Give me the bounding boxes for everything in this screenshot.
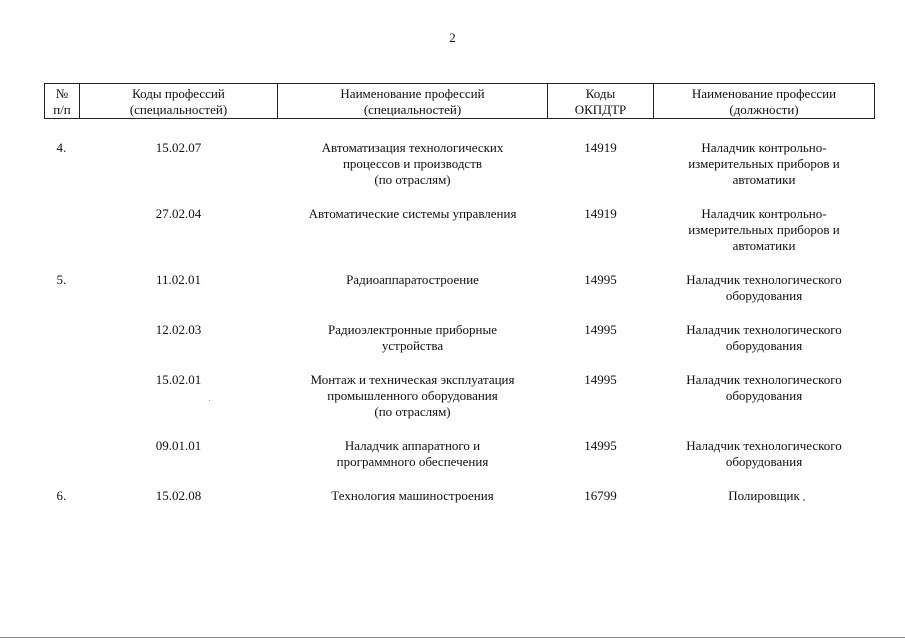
position-name [654, 188, 875, 254]
position-line: Наладчик технологического [686, 322, 842, 337]
position-line: измерительных приборов и [688, 222, 840, 237]
profession-code: 09.01.01 [155, 438, 202, 453]
name-line: (по отраслям) [374, 172, 451, 187]
header-num [45, 84, 80, 119]
position-name [654, 254, 875, 304]
header-line: (должности) [729, 101, 799, 117]
header-okpdtr-codes [548, 84, 654, 119]
row-number [45, 420, 80, 470]
okpdtr-code: 14995 [584, 272, 617, 287]
header-profession-codes [80, 84, 278, 119]
position-line: Наладчик технологического [686, 438, 842, 453]
page-number: 2 [449, 30, 456, 45]
profession-name [278, 304, 548, 354]
okpdtr-code: 14995 [584, 322, 617, 337]
position-line: оборудования [725, 338, 803, 353]
header-line: Коды [585, 85, 616, 101]
position-line: Наладчик технологического [686, 372, 842, 387]
position-line: Полировщик [728, 488, 800, 503]
okpdtr-code: 14995 [584, 372, 617, 387]
table-row [45, 254, 875, 304]
table-row [45, 420, 875, 470]
scan-edge-line [0, 637, 905, 638]
profession-name [278, 254, 548, 304]
scan-speck [209, 400, 210, 401]
name-line: устройства [381, 338, 444, 353]
profession-name [278, 470, 548, 504]
position-name [654, 304, 875, 354]
header-line: № [55, 85, 69, 101]
name-line: (по отраслям) [374, 404, 451, 419]
position-line: оборудования [725, 388, 803, 403]
profession-name [278, 188, 548, 254]
scan-speck [803, 499, 805, 501]
table-row [45, 470, 875, 504]
header-line: Наименование профессии [691, 85, 837, 101]
profession-code: 27.02.04 [155, 206, 202, 221]
header-line: п/п [53, 101, 71, 117]
row-number [45, 188, 80, 254]
table-header [45, 84, 875, 119]
table-row [45, 119, 875, 189]
header-line: ОКПДТР [574, 101, 627, 117]
profession-code: 11.02.01 [155, 272, 202, 287]
header-position-name [654, 84, 875, 119]
name-line: Наладчик аппаратного и [344, 438, 481, 453]
name-line: Автоматизация технологических [321, 140, 504, 155]
position-line: оборудования [725, 454, 803, 469]
header-profession-names [278, 84, 548, 119]
name-line: Автоматические системы управления [308, 206, 517, 221]
profession-name [278, 119, 548, 189]
okpdtr-code: 16799 [584, 488, 617, 503]
position-name [654, 354, 875, 420]
position-line: измерительных приборов и [688, 156, 840, 171]
position-name [654, 470, 875, 504]
position-line: автоматики [732, 172, 796, 187]
okpdtr-code: 14919 [584, 206, 617, 221]
header-line: Наименование профессий [340, 85, 485, 101]
okpdtr-code: 14995 [584, 438, 617, 453]
table-row [45, 304, 875, 354]
name-line: Монтаж и техническая эксплуатация [310, 372, 515, 387]
name-line: Радиоэлектронные приборные [328, 322, 497, 337]
row-number [45, 354, 80, 420]
position-line: Наладчик контрольно- [701, 140, 827, 155]
header-line: (специальностей) [129, 101, 228, 117]
position-name [654, 420, 875, 470]
table-row [45, 188, 875, 254]
row-number: 5. [56, 272, 67, 287]
professions-table [44, 83, 875, 504]
position-name [654, 119, 875, 189]
profession-code: 12.02.03 [155, 322, 202, 337]
profession-code: 15.02.08 [155, 488, 202, 503]
table-row [45, 354, 875, 420]
position-line: Наладчик технологического [686, 272, 842, 287]
okpdtr-code: 14919 [584, 140, 617, 155]
name-line: программного обеспечения [336, 454, 489, 469]
name-line: Радиоаппаратостроение [346, 272, 479, 287]
name-line: промышленного оборудования [327, 388, 498, 403]
header-line: (специальностей) [363, 101, 462, 117]
header-line: Коды профессий [132, 85, 225, 101]
position-line: оборудования [725, 288, 803, 303]
profession-code: 15.02.07 [155, 140, 202, 155]
position-line: Наладчик контрольно- [701, 206, 827, 221]
profession-name [278, 354, 548, 420]
name-line: процессов и производств [342, 156, 483, 171]
profession-code: 15.02.01 [155, 372, 202, 387]
name-line: Технология машиностроения [331, 488, 494, 503]
row-number: 6. [56, 488, 67, 503]
position-line: автоматики [732, 238, 796, 253]
row-number [45, 304, 80, 354]
row-number: 4. [56, 140, 67, 155]
profession-name [278, 420, 548, 470]
